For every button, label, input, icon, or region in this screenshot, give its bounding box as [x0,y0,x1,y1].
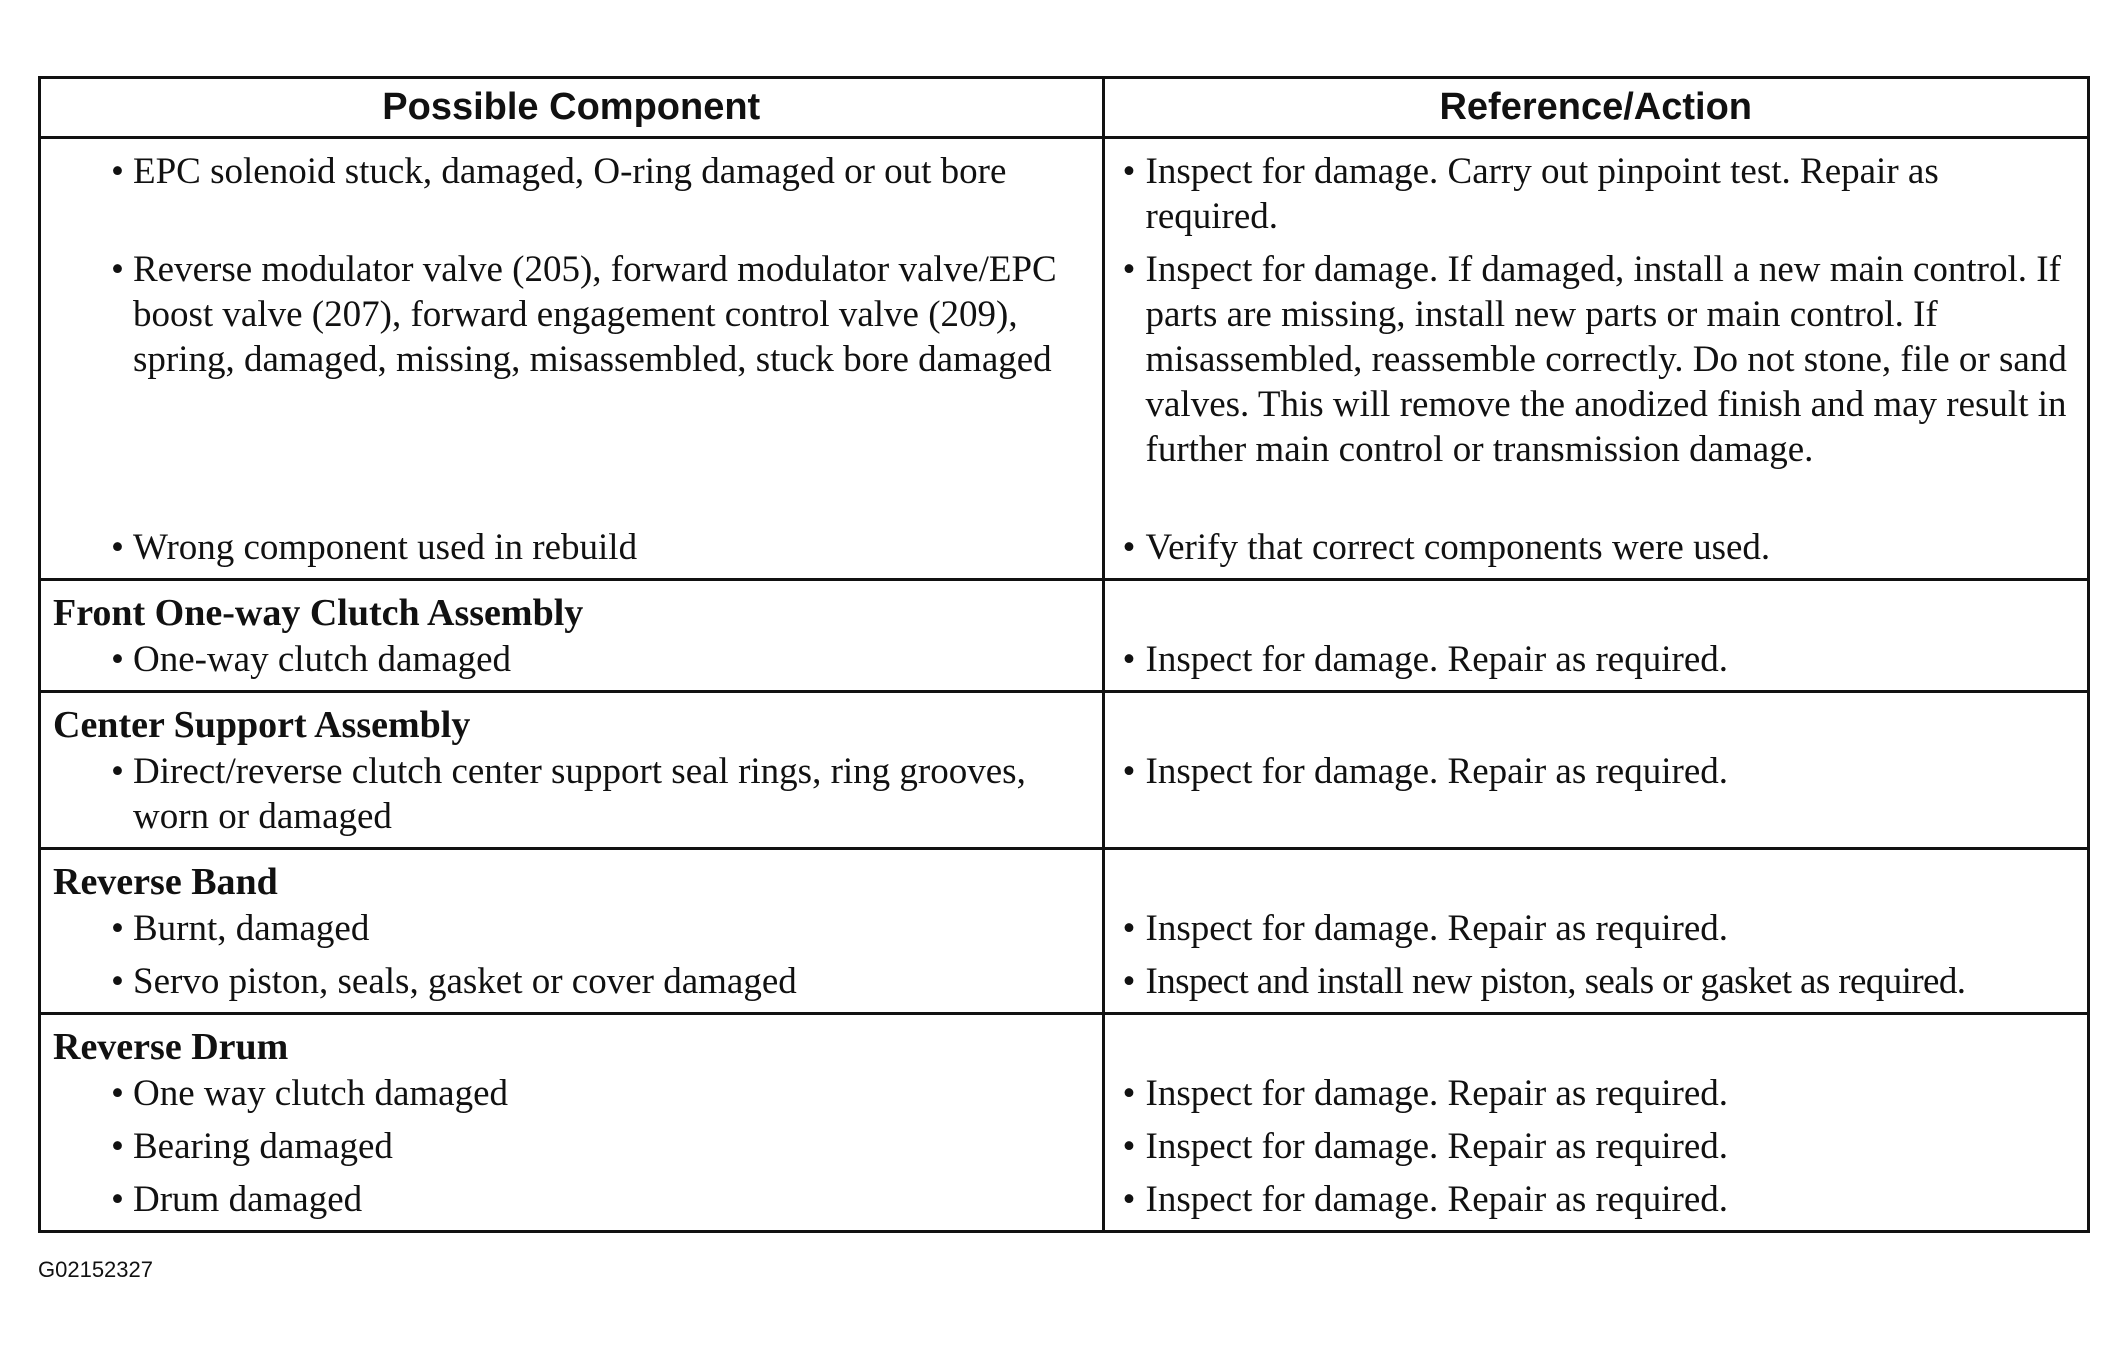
action-item [1105,1071,2088,1116]
title-spacer [1105,693,2088,749]
action-item [1105,959,2088,1004]
title-spacer [1105,1015,2088,1071]
component-item [41,149,1102,239]
diagnosis-table [38,76,2090,1233]
action-item [1105,149,2088,239]
component-text: Reverse modulator valve (205), forward modulator valve/EPC boost valve (207), forward engagement control valve (209), spring, damaged, missing, misassembled, stuck bore damaged [133,249,1057,380]
component-cell [41,1014,1103,1231]
component-action-table [41,79,2087,1230]
component-text: EPC solenoid stuck, damaged, O-ring damaged or out bore [133,151,1007,192]
header-possible-component: Possible Component [41,79,1103,138]
component-item [41,749,1102,839]
component-cell [41,692,1103,849]
action-text: Inspect for damage. Repair as required. [1145,751,1728,792]
component-cell [41,580,1103,692]
action-cell [1103,849,2087,1014]
action-item [1105,247,2088,517]
component-item [41,959,1102,1004]
action-cell [1103,580,2087,692]
action-item [1105,637,2088,682]
group-main-control [41,138,2087,580]
component-item [41,637,1102,682]
bullet-icon: • [111,751,124,792]
component-item [41,1177,1102,1222]
bullet-icon: • [1122,249,1136,290]
action-text: Inspect for damage. Repair as required. [1145,1126,1728,1167]
action-text: Inspect for damage. Repair as required. [1145,1073,1728,1114]
action-text: Inspect for damage. Repair as required. [1145,908,1728,949]
bullet-icon: • [1122,1126,1136,1167]
bullet-icon: • [111,639,124,680]
bullet-icon: • [111,908,124,949]
component-text: One-way clutch damaged [133,639,512,680]
component-text: One way clutch damaged [133,1073,508,1114]
action-cell [1103,138,2087,580]
component-text: Bearing damaged [133,1126,393,1167]
bullet-icon: • [1122,639,1136,680]
component-text: Burnt, damaged [133,908,370,949]
section-title: Front One-way Clutch Assembly [53,592,584,634]
bullet-icon: • [1122,908,1136,949]
component-item [41,247,1102,517]
action-item [1105,1177,2088,1222]
component-text: Servo piston, seals, gasket or cover damaged [133,961,797,1002]
component-text: Direct/reverse clutch center support seal rings, ring grooves, worn or damaged [133,751,1026,837]
title-spacer [1105,581,2088,637]
group-reverse-band [41,849,2087,1014]
component-item [41,1071,1102,1116]
component-item [41,1124,1102,1169]
figure-code: G02152327 [38,1257,153,1282]
bullet-icon: • [1122,751,1136,792]
bullet-icon: • [1122,1073,1136,1114]
title-spacer [1105,850,2088,906]
bullet-icon: • [111,249,124,290]
group-reverse-drum [41,1014,2087,1231]
bullet-icon: • [111,1126,124,1167]
component-cell [41,138,1103,580]
action-text: Inspect for damage. Repair as required. [1145,639,1728,680]
action-item [1105,1124,2088,1169]
header-row [41,79,2087,138]
action-item [1105,906,2088,951]
action-text: Inspect for damage. Carry out pinpoint test. Repair as required. [1145,151,1939,237]
group-center-support [41,692,2087,849]
action-text: Inspect for damage. If damaged, install a new main control. If parts are missing, install new parts or main control. If misassembled, reassemble correctly. Do not stone, file or sand valves. This will remove the anodized finish and may result in further main control or transmission damage. [1145,249,2067,470]
bullet-icon: • [1122,961,1135,1002]
bullet-icon: • [111,961,124,1002]
section-title: Reverse Band [53,861,278,903]
component-text: Wrong component used in rebuild [133,527,638,568]
component-cell [41,849,1103,1014]
bullet-icon: • [1122,527,1136,568]
action-text: Inspect for damage. Repair as required. [1145,1179,1728,1220]
bullet-icon: • [111,151,124,192]
action-item [1105,525,2088,570]
component-item [41,525,1102,570]
action-cell [1103,692,2087,849]
group-front-one-way-clutch [41,580,2087,692]
bullet-icon: • [111,527,124,568]
section-title: Center Support Assembly [53,704,471,746]
bullet-icon: • [1122,151,1136,192]
action-text: Inspect and install new piston, seals or gasket as required. [1145,961,1966,1002]
action-text: Verify that correct components were used. [1145,527,1771,568]
bullet-icon: • [111,1073,124,1114]
component-item [41,906,1102,951]
action-item [1105,749,2088,839]
header-reference-action: Reference/Action [1103,79,2087,138]
section-title: Reverse Drum [53,1026,289,1068]
action-cell [1103,1014,2087,1231]
bullet-icon: • [1122,1179,1136,1220]
bullet-icon: • [111,1179,124,1220]
component-text: Drum damaged [133,1179,363,1220]
